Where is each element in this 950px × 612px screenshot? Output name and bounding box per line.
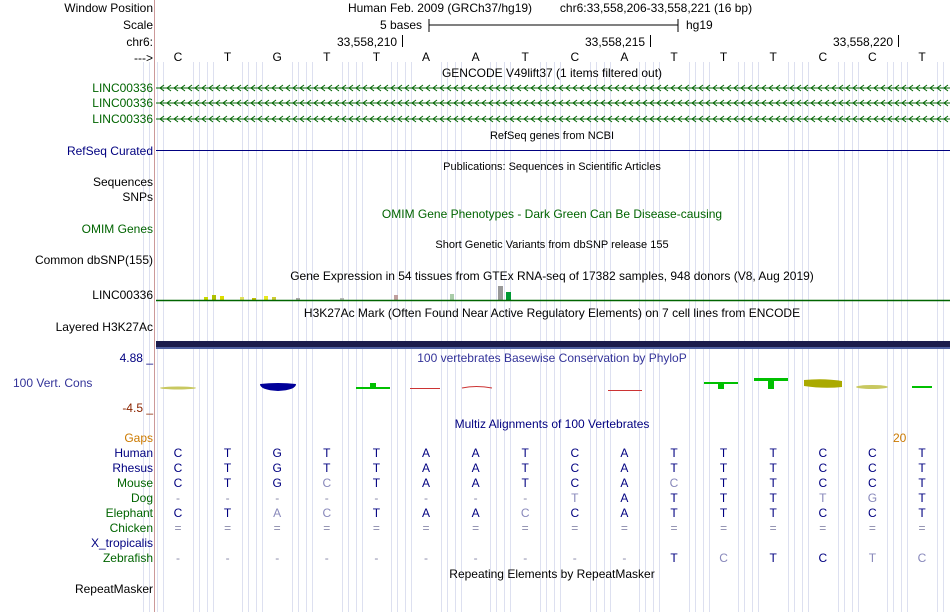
gencode-track-title: GENCODE V49lift37 (1 items filtered out) — [441, 66, 663, 80]
phylop-label[interactable]: 100 Vert. Cons — [13, 376, 93, 390]
aligned-base: T — [372, 506, 381, 520]
aligned-base: C — [818, 551, 828, 565]
aligned-base: T — [918, 476, 926, 490]
aligned-base: T — [719, 476, 728, 490]
reference-base: T — [918, 50, 926, 64]
aligned-base: A — [471, 506, 480, 520]
dbsnp-label[interactable]: Common dbSNP(155) — [34, 253, 153, 267]
aligned-base: = — [720, 521, 728, 535]
aligned-base: T — [918, 461, 926, 475]
gtex-track-title: Gene Expression in 54 tissues from GTEx RNA-seq of 17382 samples, 948 donors (V8, Aug 2019) — [290, 269, 814, 283]
chromosome-label: chr6: — [126, 35, 153, 49]
aligned-base: A — [620, 491, 629, 505]
species-label-zebrafish[interactable]: Zebrafish — [102, 551, 153, 565]
assembly-name: Human Feb. 2009 (GRCh37/hg19) — [347, 1, 533, 15]
aligned-base: = — [372, 521, 380, 535]
aligned-base: = — [571, 521, 579, 535]
species-label-x_tropicalis[interactable]: X_tropicalis — [90, 536, 153, 550]
aligned-base: C — [917, 551, 927, 565]
aligned-base: - — [473, 551, 478, 565]
reference-base: A — [421, 50, 430, 64]
phylop-conservation-logo[interactable] — [156, 374, 950, 396]
aligned-base: C — [173, 461, 183, 475]
species-label-rhesus[interactable]: Rhesus — [112, 461, 153, 475]
aligned-base: C — [868, 506, 877, 520]
aligned-base: = — [918, 521, 926, 535]
aligned-base: = — [273, 521, 281, 535]
h3k27ac-signal-edge — [156, 347, 950, 349]
aligned-base: - — [225, 491, 230, 505]
publications-track-title: Publications: Sequences in Scientific Articles — [443, 161, 661, 173]
repeatmasker-track-title: Repeating Elements by RepeatMasker — [449, 567, 655, 581]
aligned-base: T — [223, 461, 232, 475]
aligned-base: - — [176, 551, 180, 565]
reference-base: T — [521, 50, 529, 64]
multiz-track-title: Multiz Alignments of 100 Vertebrates — [454, 417, 650, 431]
aligned-base: C — [173, 506, 183, 520]
aligned-base: T — [868, 551, 877, 565]
aligned-base: C — [570, 476, 580, 490]
aligned-base: - — [324, 491, 329, 505]
aligned-base: T — [521, 461, 529, 475]
aligned-base: T — [372, 476, 381, 490]
aligned-base: T — [372, 461, 381, 475]
refseq-label[interactable]: RefSeq Curated — [66, 144, 153, 158]
aligned-base: C — [669, 476, 679, 490]
h3k27ac-label[interactable]: Layered H3K27Ac — [55, 320, 153, 334]
label-divider — [154, 0, 155, 612]
aligned-base: T — [769, 551, 777, 565]
repeatmasker-label[interactable]: RepeatMasker — [74, 582, 153, 596]
refseq-gene-line[interactable] — [156, 150, 950, 151]
aligned-base: A — [620, 461, 629, 475]
aligned-base: - — [324, 551, 329, 565]
aligned-base: C — [868, 476, 877, 490]
aligned-base: T — [223, 446, 232, 460]
gencode-item-label[interactable]: LINC00336 — [92, 96, 153, 110]
aligned-base: T — [372, 446, 381, 460]
aligned-base: A — [421, 476, 430, 490]
aligned-base: C — [868, 446, 877, 460]
gaps-count: 20 — [893, 431, 907, 445]
species-label-human[interactable]: Human — [114, 446, 153, 460]
aligned-base: = — [472, 521, 480, 535]
aligned-base: A — [421, 446, 430, 460]
aligned-base: C — [818, 461, 828, 475]
aligned-base: A — [421, 506, 430, 520]
scale-label: Scale — [122, 18, 153, 32]
aligned-base: T — [670, 446, 678, 460]
dbsnp-track-title: Short Genetic Variants from dbSNP release 155 — [435, 239, 669, 251]
aligned-base: - — [424, 491, 428, 505]
aligned-base: = — [670, 521, 678, 535]
aligned-base: T — [323, 461, 331, 475]
aligned-base: - — [473, 491, 478, 505]
aligned-base: C — [818, 506, 828, 520]
phylop-min: -4.5 _ — [122, 401, 153, 415]
aligned-base: - — [275, 551, 280, 565]
scale-db: hg19 — [686, 18, 713, 32]
refseq-track-title: RefSeq genes from NCBI — [489, 130, 615, 142]
aligned-base: T — [719, 446, 728, 460]
aligned-base: C — [868, 461, 877, 475]
aligned-base: T — [670, 491, 678, 505]
gtex-expression-bars[interactable] — [156, 284, 950, 302]
scale-bar — [428, 17, 680, 33]
aligned-base: C — [570, 461, 580, 475]
aligned-base: - — [374, 491, 379, 505]
aligned-base: A — [273, 506, 282, 520]
aligned-base: G — [272, 476, 282, 490]
position-coords[interactable]: chr6:33,558,206-33,558,221 (16 bp) — [559, 1, 753, 15]
species-label-elephant[interactable]: Elephant — [105, 506, 153, 520]
aligned-base: T — [918, 506, 926, 520]
aligned-base: T — [571, 491, 579, 505]
publications-snps-label[interactable]: SNPs — [122, 190, 153, 204]
aligned-base: = — [819, 521, 827, 535]
aligned-base: T — [769, 446, 777, 460]
aligned-base: = — [620, 521, 628, 535]
aligned-base: A — [421, 461, 430, 475]
ruler-tick-mark — [898, 35, 899, 47]
aligned-base: - — [523, 551, 528, 565]
ruler-tick-1: 33,558,210 — [337, 35, 398, 49]
aligned-base: G — [272, 446, 282, 460]
reference-base: T — [223, 50, 232, 64]
aligned-base: - — [275, 491, 280, 505]
aligned-base: A — [620, 506, 629, 520]
aligned-base: - — [523, 491, 528, 505]
aligned-base: T — [521, 476, 529, 490]
reference-base: C — [173, 50, 183, 64]
aligned-base: - — [622, 551, 627, 565]
gencode-transcript[interactable] — [156, 97, 950, 109]
aligned-base: T — [670, 506, 678, 520]
aligned-base: C — [322, 506, 332, 520]
reference-base: T — [719, 50, 728, 64]
species-label-chicken[interactable]: Chicken — [109, 521, 153, 535]
reference-base: T — [670, 50, 678, 64]
species-label-mouse[interactable]: Mouse — [116, 476, 153, 490]
h3k27ac-track-title: H3K27Ac Mark (Often Found Near Active Regulatory Elements) on 7 cell lines from ENCODE — [303, 306, 801, 320]
aligned-base: A — [620, 476, 629, 490]
reference-base: C — [570, 50, 580, 64]
scale-bases: 5 bases — [380, 18, 423, 32]
aligned-base: = — [174, 521, 182, 535]
gencode-item-label[interactable]: LINC00336 — [92, 81, 153, 95]
aligned-base: A — [471, 461, 480, 475]
ruler-tick-2: 33,558,215 — [585, 35, 646, 49]
gencode-item-label[interactable]: LINC00336 — [92, 112, 153, 126]
reference-base: T — [769, 50, 777, 64]
aligned-base: T — [719, 506, 728, 520]
gencode-transcript[interactable] — [156, 82, 950, 94]
reference-base: C — [818, 50, 828, 64]
reference-base: T — [323, 50, 331, 64]
aligned-base: T — [521, 446, 529, 460]
publications-sequences-label[interactable]: Sequences — [92, 175, 153, 189]
gtex-gene-label[interactable]: LINC00336 — [92, 288, 153, 302]
gaps-label: Gaps — [124, 431, 153, 445]
aligned-base: T — [918, 446, 926, 460]
aligned-base: T — [323, 446, 331, 460]
aligned-base: - — [374, 551, 379, 565]
aligned-base: G — [867, 491, 878, 505]
ruler-tick-3: 33,558,220 — [833, 35, 894, 49]
aligned-base: C — [322, 476, 332, 490]
aligned-base: T — [769, 506, 777, 520]
aligned-base: = — [769, 521, 777, 535]
aligned-base: - — [424, 551, 428, 565]
ruler-tick-mark — [650, 35, 651, 47]
phylop-max: 4.88 _ — [119, 351, 153, 365]
aligned-base: - — [572, 551, 577, 565]
omim-label[interactable]: OMIM Genes — [81, 222, 153, 236]
phylop-track-title: 100 vertebrates Basewise Conservation by PhyloP — [417, 351, 687, 365]
aligned-base: T — [670, 551, 678, 565]
aligned-base: A — [620, 446, 629, 460]
omim-track-title: OMIM Gene Phenotypes - Dark Green Can Be Disease-causing — [381, 207, 723, 221]
gencode-transcript[interactable] — [156, 113, 950, 125]
aligned-base: C — [818, 446, 828, 460]
species-label-dog[interactable]: Dog — [130, 491, 153, 505]
aligned-base: T — [769, 461, 777, 475]
aligned-base: T — [223, 506, 232, 520]
strand-label: ---> — [134, 51, 153, 65]
aligned-base: T — [223, 476, 232, 490]
aligned-base: A — [471, 476, 480, 490]
aligned-base: A — [471, 446, 480, 460]
reference-base: A — [620, 50, 629, 64]
aligned-base: = — [521, 521, 529, 535]
ruler-tick-mark — [402, 35, 403, 47]
aligned-base: C — [570, 506, 580, 520]
aligned-base: T — [719, 491, 728, 505]
aligned-base: C — [520, 506, 530, 520]
aligned-base: G — [272, 461, 282, 475]
aligned-base: = — [868, 521, 876, 535]
aligned-base: = — [224, 521, 232, 535]
aligned-base: T — [819, 491, 827, 505]
aligned-base: - — [225, 551, 230, 565]
aligned-base: T — [670, 461, 678, 475]
aligned-base: T — [769, 491, 777, 505]
aligned-base: = — [422, 521, 430, 535]
aligned-base: T — [918, 491, 926, 505]
aligned-base: T — [719, 461, 728, 475]
aligned-base: C — [173, 476, 183, 490]
reference-base: C — [868, 50, 877, 64]
reference-base: T — [372, 50, 381, 64]
aligned-base: C — [719, 551, 728, 565]
aligned-base: T — [769, 476, 777, 490]
aligned-base: - — [176, 491, 180, 505]
reference-base: G — [272, 50, 282, 64]
aligned-base: C — [818, 476, 828, 490]
window-position-label: Window Position — [64, 1, 153, 15]
aligned-base: C — [173, 446, 183, 460]
aligned-base: C — [570, 446, 580, 460]
aligned-base: = — [323, 521, 331, 535]
reference-base: A — [471, 50, 480, 64]
